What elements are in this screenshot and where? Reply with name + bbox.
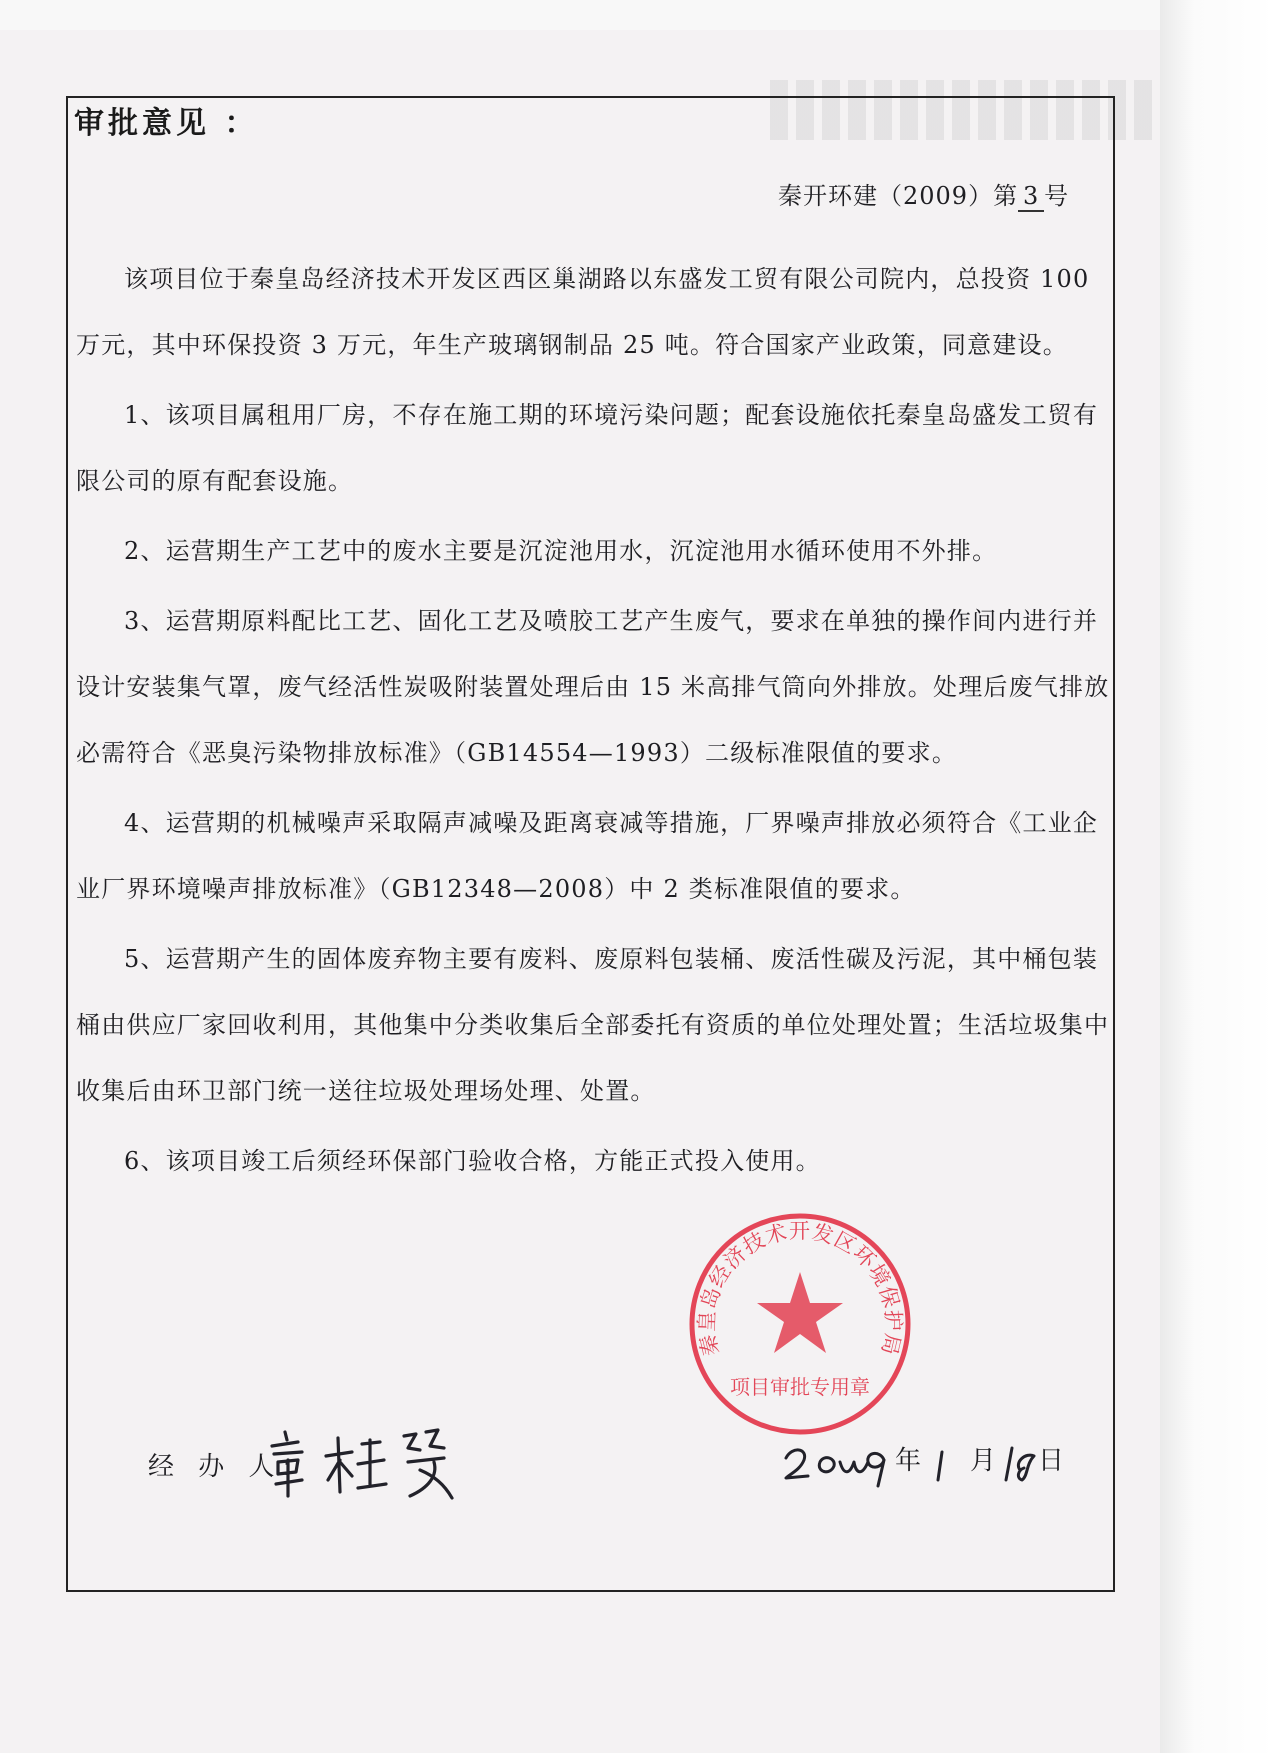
paragraph-item-3: 3、运营期原料配比工艺、固化工艺及喷胶工艺产生废气，要求在单独的操作间内进行并设计安装集气罩，废气经活性炭吸附装置处理后由 15 米高排气筒向外排放。处理后废气排放必需符合《恶臭污染物排放标准》（GB14554—1993）二级标准限值的要求。 <box>76 607 1110 767</box>
scan-top-margin <box>0 0 1275 30</box>
handler-label: 经 办 人: <box>148 1452 300 1482</box>
document-number-prefix: 秦开环建（2009）第 <box>778 182 1019 210</box>
document-number-value: 3 <box>1018 182 1044 212</box>
document-number-suffix: 号 <box>1044 182 1070 210</box>
approval-body <box>76 246 1116 1194</box>
handwritten-signature <box>258 1418 468 1508</box>
paragraph-intro: 该项目位于秦皇岛经济技术开发区西区巢湖路以东盛发工贸有限公司院内，总投资 100 万元，其中环保投资 3 万元，年生产玻璃钢制品 25 吨。符合国家产业政策，同意建设。 <box>76 265 1090 359</box>
seal-inner-text: 项目审批专用章 <box>730 1375 870 1399</box>
paragraph-item-5: 5、运营期产生的固体废弃物主要有废料、废原料包装桶、废活性碳及污泥，其中桶包装桶由供应厂家回收利用，其他集中分类收集后全部委托有资质的单位处理处置；生活垃圾集中收集后由环卫部门统一送往垃圾处理场处理、处置。 <box>76 945 1110 1105</box>
seal-outer-text: 秦皇岛经济技术开发区环境保护局 <box>694 1219 906 1359</box>
document-number <box>778 176 1069 212</box>
paragraph-item-6: 6、该项目竣工后须经环保部门验收合格，方能正式投入使用。 <box>124 1147 821 1175</box>
paragraph-item-1: 1、该项目属租用厂房，不存在施工期的环境污染问题；配套设施依托秦皇岛盛发工贸有限公司的原有配套设施。 <box>76 401 1099 495</box>
date-year-unit: 年 <box>895 1446 922 1476</box>
paragraph-item-4: 4、运营期的机械噪声采取隔声减噪及距离衰减等措施，厂界噪声排放必须符合《工业企业厂界环境噪声排放标准》（GB12348—2008）中 2 类标准限值的要求。 <box>76 809 1099 903</box>
seal-star-icon <box>757 1272 843 1353</box>
paragraph-item-2: 2、运营期生产工艺中的废水主要是沉淀池用水，沉淀池用水循环使用不外排。 <box>124 537 998 565</box>
date-month-unit: 月 <box>970 1446 997 1476</box>
scan-right-margin <box>1160 0 1275 1753</box>
date-day-unit: 日 <box>1038 1446 1065 1476</box>
official-seal <box>686 1210 914 1438</box>
page-title: 审批意见 ： <box>74 106 259 141</box>
